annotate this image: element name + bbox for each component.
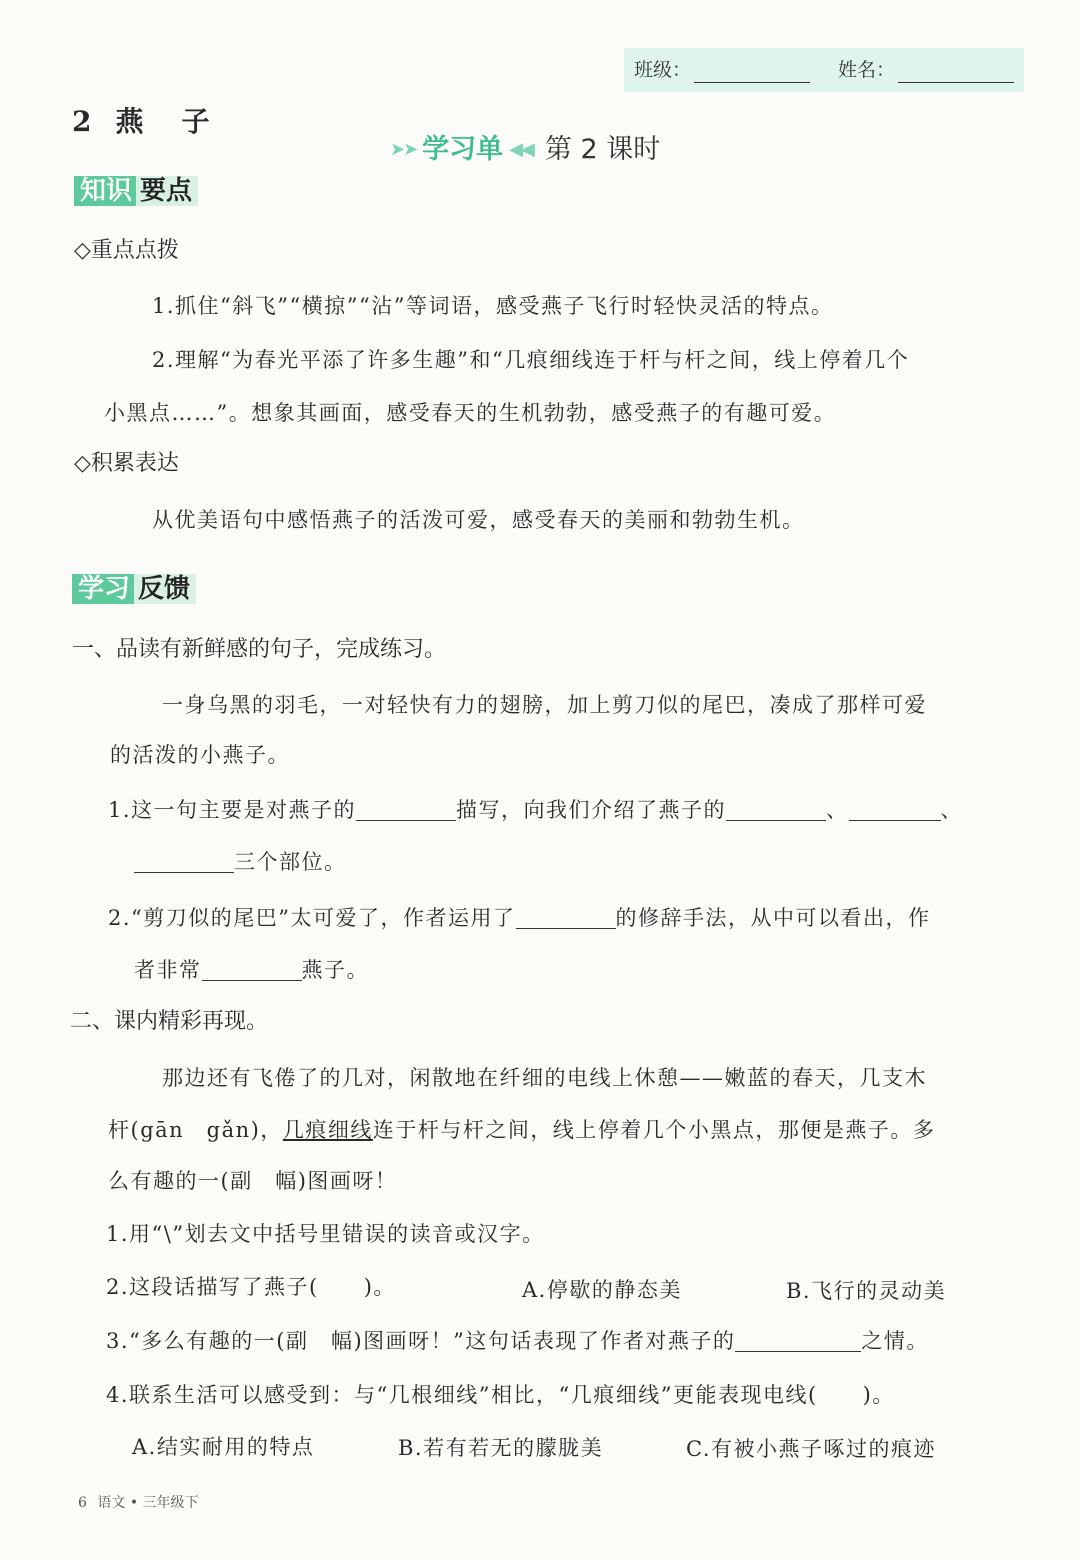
passage-underlined-phrase: 几痕细线 (282, 1118, 373, 1142)
part2-passage-line-3: 么有趣的一(副 幅)图画呀！ (108, 1169, 398, 1193)
feedback-tag-highlight: 学习 (72, 574, 134, 604)
part2-passage-line-1: 那边还有飞倦了的几对，闲散地在纤细的电线上休憩——嫩蓝的春天，几支木 (162, 1066, 927, 1090)
knowledge-section-tag (74, 172, 198, 210)
q4-option-b[interactable]: B.若有若无的朦胧美 (398, 1436, 604, 1460)
part1-passage-line-1: 一身乌黑的羽毛，一对轻快有力的翅膀，加上剪刀似的尾巴，凑成了那样可爱 (162, 693, 927, 717)
part1-question-1-cont (134, 847, 347, 877)
lesson-number: 2 (72, 105, 94, 138)
key-point-2-line-1: 2.理解“为春光平添了许多生趣”和“几痕细线连于杆与杆之间，线上停着几个 (152, 348, 910, 372)
sheet-title (390, 130, 660, 170)
feedback-tag-rest: 反馈 (134, 574, 196, 604)
q2-text-d: 燕子。 (301, 958, 369, 982)
q4-option-c[interactable]: C.有被小燕子啄过的痕迹 (686, 1437, 936, 1461)
lesson-title (72, 100, 248, 140)
part2-question-4: 4.联系生活可以感受到：与“几根细线”相比，“几痕细线”更能表现电线( )。 (106, 1383, 895, 1407)
q1-blank-3[interactable] (849, 798, 941, 821)
q1-text-e: 三个部位。 (234, 850, 347, 874)
q1-text-c: 、 (826, 798, 849, 822)
part1-heading: 一、品读有新鲜感的句子，完成练习。 (72, 637, 447, 662)
sheet-title-text: 学习单 (422, 134, 504, 165)
knowledge-tag-rest: 要点 (136, 176, 198, 206)
part2-question-1: 1.用“\”划去文中括号里错误的读音或汉字。 (106, 1222, 545, 1246)
part2-question-3 (106, 1326, 929, 1356)
class-label: 班级： (634, 59, 692, 81)
q4-option-a[interactable]: A.结实耐用的特点 (132, 1435, 315, 1459)
name-field[interactable] (898, 82, 1014, 83)
q2-option-b[interactable]: B.飞行的灵动美 (786, 1279, 947, 1303)
class-field[interactable] (694, 82, 810, 83)
part2-heading: 二、课内精彩再现。 (70, 1009, 269, 1034)
part1-question-2 (108, 903, 931, 933)
q2-blank-1[interactable] (516, 906, 616, 929)
lesson-name: 燕子 (115, 105, 248, 138)
passage-line-2-rest: 连于杆与杆之间，线上停着几个小黑点，那便是燕子。多 (372, 1118, 936, 1142)
accumulate-text: 从优美语句中感悟燕子的活泼可爱，感受春天的美丽和勃勃生机。 (152, 508, 805, 532)
book-subject: 语文 • 三年级下 (97, 1495, 199, 1511)
arrow-right-icon: ➤➤ (390, 139, 417, 160)
q1-text-b: 描写，向我们介绍了燕子的 (456, 798, 727, 822)
key-point-1: 1.抓住“斜飞”“横掠”“沾”等词语，感受燕子飞行时轻快灵活的特点。 (152, 294, 834, 318)
q2-blank-2[interactable] (202, 958, 302, 981)
q3-text-a: 3.“多么有趣的一(副 幅)图画呀！”这句话表现了作者对燕子的 (106, 1329, 736, 1353)
q1-blank-4[interactable] (134, 850, 234, 873)
class-name-box (624, 48, 1024, 92)
key-points-heading: ◇重点点拨 (74, 238, 179, 263)
name-label: 姓名： (838, 59, 896, 81)
key-point-2-line-2: 小黑点……”。想象其画面，感受春天的生机勃勃，感受燕子的有趣可爱。 (104, 401, 837, 425)
part1-question-2-cont (134, 955, 369, 985)
arrow-left-icon: ◀◀ (509, 139, 533, 160)
q2-option-a[interactable]: A.停歇的静态美 (522, 1278, 682, 1302)
part2-passage-line-2 (108, 1115, 935, 1145)
q1-text-d: 、 (940, 798, 964, 822)
q1-text-a: 1.这一句主要是对燕子的 (108, 798, 357, 822)
part1-question-1 (108, 795, 963, 825)
knowledge-tag-highlight: 知识 (74, 176, 136, 206)
passage-word-gan: 杆 (108, 1118, 131, 1142)
q2-text-a: 2.“剪刀似的尾巴”太可爱了，作者运用了 (108, 906, 516, 930)
lesson-period: 第 2 课时 (544, 134, 661, 165)
q1-blank-1[interactable] (356, 798, 456, 821)
q2-text-c: 者非常 (134, 958, 202, 982)
part2-question-2: 2.这段话描写了燕子( )。 (106, 1275, 396, 1299)
q3-blank[interactable] (735, 1329, 861, 1352)
accumulate-heading: ◇积累表达 (74, 451, 179, 476)
q3-text-b: 之情。 (861, 1329, 929, 1353)
page-number: 6 (78, 1495, 87, 1511)
q1-blank-2[interactable] (726, 798, 826, 821)
page-footer (78, 1492, 199, 1512)
part1-passage-line-2: 的活泼的小燕子。 (110, 743, 290, 767)
q2-text-b: 的修辞手法，从中可以看出，作 (615, 906, 931, 930)
feedback-section-tag (72, 570, 196, 608)
passage-pinyin-options: (gān gǎn)， (130, 1118, 283, 1142)
